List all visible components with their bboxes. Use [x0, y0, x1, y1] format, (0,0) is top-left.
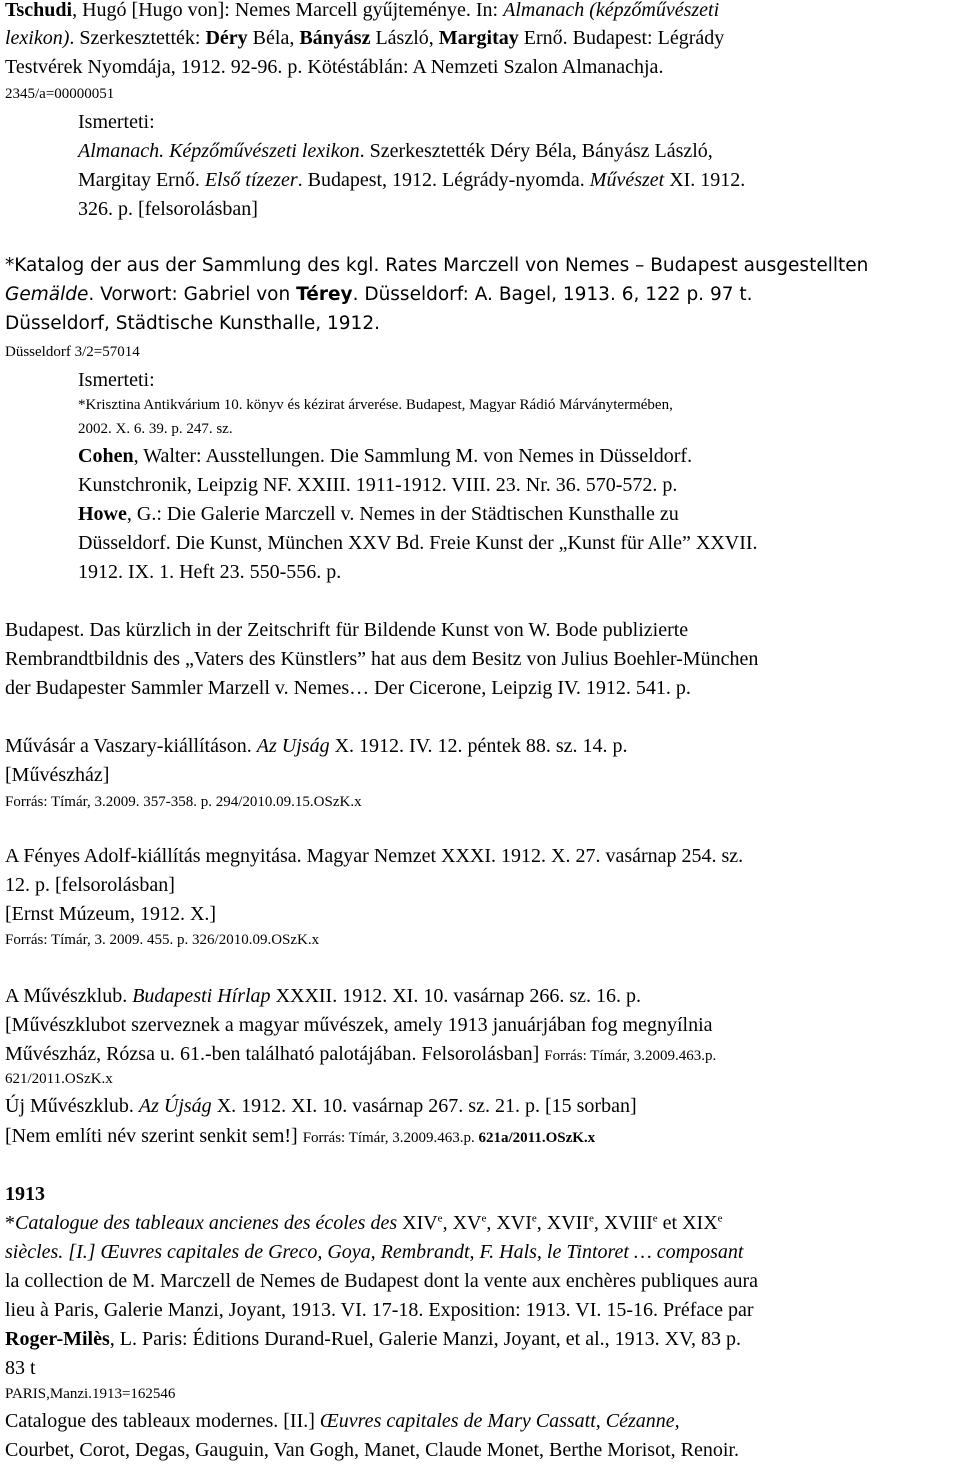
review-line-3: 326. p. [felsorolásban]: [78, 198, 258, 220]
source-note: Forrás: Tímár, 3. 2009. 455. p. 326/2010.09.OSzK.x: [5, 932, 320, 948]
review-label: Ismerteti:: [78, 369, 155, 391]
source-note: Forrás: Tímár, 3.2009.463.p.: [544, 1048, 717, 1064]
text-run: A Művészklub.: [5, 985, 133, 1007]
text-run: *: [5, 1212, 15, 1234]
publication-title: lexikon): [5, 27, 70, 49]
author-name: Térey: [296, 284, 353, 305]
author-name: Cohen: [78, 445, 134, 467]
text-run: [Nem említi név szerint senkit sem!]: [5, 1125, 303, 1147]
entry-katalog-line-3: Düsseldorf, Städtische Kunsthalle, 1912.: [5, 313, 380, 334]
text-run: . Vorwort: Gabriel von: [88, 284, 297, 305]
review-line-1: [78, 141, 713, 161]
entry-budapest-line-2: Rembrandtbildnis des „Vaters des Künstlers” hat aus dem Besitz von Julius Boehler-München: [5, 648, 759, 670]
editor-name: Margitay: [438, 27, 519, 49]
entry-fenyes-line-2: 12. p. [felsorolásban]: [5, 874, 175, 896]
entry-fenyes-line-1: A Fényes Adolf-kiállítás megnyitása. Magyar Nemzet XXXI. 1912. X. 27. vasárnap 254. sz.: [5, 845, 744, 867]
text-run: Művásár a Vaszary-kiállításon.: [5, 735, 257, 757]
entry-uj-muveszklub-line-2: [5, 1126, 595, 1146]
review-line-2: 2002. X. 6. 39. p. 247. sz.: [78, 421, 233, 437]
publication-title: Gemälde: [5, 284, 89, 305]
shelfmark: PARIS,Manzi.1913=162546: [5, 1386, 176, 1402]
review-howe-line-3: 1912. IX. 1. Heft 23. 550-556. p.: [78, 561, 342, 583]
superscript: e: [589, 1212, 594, 1225]
text-run: , XVIII: [593, 1212, 653, 1234]
author-name: Howe: [78, 503, 127, 525]
entry-catalogue-line-5: [5, 1329, 741, 1349]
editor-name: Bányász: [299, 27, 371, 49]
text-run: . Szerkesztették Déry Béla, Bányász László,: [359, 140, 713, 162]
entry-catalogue-line-6: 83 t: [5, 1357, 36, 1379]
publication-title: Almanach. Képzőművészeti lexikon: [78, 140, 360, 162]
text-run: , XV: [442, 1212, 482, 1234]
review-line-2: [78, 170, 745, 190]
publication-title: Első tízezer: [204, 169, 298, 191]
source-note: 621/2011.OSzK.x: [5, 1071, 113, 1087]
superscript: e: [481, 1212, 487, 1225]
text-run: . Düsseldorf: A. Bagel, 1913. 6, 122 p. 97 t.: [352, 284, 753, 305]
entry-uj-muveszklub-line-1: [5, 1096, 637, 1116]
source-note: Forrás: Tímár, 3.2009.463.p.: [302, 1130, 479, 1146]
entry-budapest-line-1: Budapest. Das kürzlich in der Zeitschrift für Bildende Kunst von W. Bode publizierte: [5, 619, 689, 641]
publication-title: Œuvres capitales de Mary Cassatt, Cézanne,: [319, 1410, 680, 1432]
text-run: XXXII. 1912. XI. 10. vasárnap 266. sz. 16. p.: [270, 985, 642, 1007]
entry-katalog-line-2: [5, 286, 753, 305]
entry-catalogue-modern-line-2: Courbet, Corot, Degas, Gauguin, Van Gogh, Manet, Claude Monet, Berthe Morisot, Renoir.: [5, 1439, 739, 1461]
text-run: Margitay Ernő.: [78, 169, 205, 191]
review-line-1: *Krisztina Antikvárium 10. könyv és kézirat árverése. Budapest, Magyar Rádió Márványtermében,: [78, 397, 673, 413]
publication-title: Budapesti Hírlap: [132, 985, 271, 1007]
text-run: Ernő. Budapest: Légrády: [518, 27, 725, 49]
entry-muveszklub-line-2: [Művészklubot szerveznek a magyar művészek, amely 1913 januárjában fog megnyílnia: [5, 1014, 713, 1036]
publication-title: Az Újság: [138, 1095, 212, 1117]
text-run: Új Művészklub.: [5, 1095, 139, 1117]
review-cohen-line-2: Kunstchronik, Leipzig NF. XXIII. 1911-1912. VIII. 23. Nr. 36. 570-572. p.: [78, 474, 678, 496]
text-run: , XVII: [536, 1212, 589, 1234]
entry-budapest-line-3: der Budapester Sammler Marzell v. Nemes… Der Cicerone, Leipzig IV. 1912. 541. p.: [5, 677, 691, 699]
review-howe-line-2: Düsseldorf. Die Kunst, München XXV Bd. Freie Kunst der „Kunst für Alle” XXVII.: [78, 532, 758, 554]
publication-title: Művészet: [589, 169, 665, 191]
text-run: et XIX: [657, 1212, 718, 1234]
text-run: XIV: [397, 1212, 438, 1234]
text-run: Catalogue des tableaux modernes. [II.]: [5, 1410, 320, 1432]
shelfmark: Düsseldorf 3/2=57014: [5, 344, 140, 360]
text-run: , L. Paris: Éditions Durand-Ruel, Galerie Manzi, Joyant, et al., 1913. XV, 83 p.: [109, 1328, 741, 1350]
text-run: X. 1912. IV. 12. péntek 88. sz. 14. p.: [329, 735, 628, 757]
text-run: XI. 1912.: [664, 169, 746, 191]
entry-catalogue-line-4: lieu à Paris, Galerie Manzi, Joyant, 1913. VI. 17-18. Exposition: 1913. VI. 15-16. Préface par: [5, 1299, 754, 1321]
review-howe-line-1: [78, 504, 679, 524]
entry-catalogue-line-2: siècles. [I.] Œuvres capitales de Greco, Goya, Rembrandt, F. Hals, le Tintoret … composant: [5, 1241, 744, 1263]
shelfmark: 621a/2011.OSzK.x: [478, 1130, 596, 1146]
publication-title: Almanach (képzőművészeti: [503, 0, 720, 21]
review-cohen-line-1: [78, 446, 692, 466]
text-run: , Hugó [Hugo von]: Nemes Marcell gyűjteménye. In:: [72, 0, 504, 21]
year-heading: 1913: [5, 1183, 45, 1205]
shelfmark: 2345/a=00000051: [5, 86, 115, 102]
text-run: Béla,: [247, 27, 300, 49]
entry-muvasar-line-2: [Művészház]: [5, 764, 110, 786]
publication-title: Catalogue des tableaux ancienes des écoles des: [15, 1212, 398, 1234]
entry-muveszklub-line-1: [5, 986, 641, 1006]
entry-catalogue-modern-line-1: [5, 1411, 680, 1431]
entry-muveszklub-line-3: [5, 1044, 716, 1064]
text-run: , Walter: Ausstellungen. Die Sammlung M. von Nemes in Düsseldorf.: [133, 445, 693, 467]
superscript: e: [652, 1212, 658, 1225]
review-label: Ismerteti:: [78, 111, 155, 133]
entry-catalogue-line-3: la collection de M. Marczell de Nemes de Budapest dont la vente aux enchères publiques aura: [5, 1270, 759, 1292]
superscript: e: [531, 1212, 537, 1225]
text-run: . Szerkesztették:: [69, 27, 206, 49]
publication-title: Az Ujság: [256, 735, 330, 757]
author-name: Tschudi: [5, 0, 73, 21]
entry-tschudi-line-3: Testvérek Nyomdája, 1912. 92-96. p. Kötéstáblán: A Nemzeti Szalon Almanachja.: [5, 56, 664, 78]
source-note: Forrás: Tímár, 3.2009. 357-358. p. 294/2010.09.15.OSzK.x: [5, 794, 362, 810]
superscript: e: [437, 1212, 443, 1225]
author-name: Roger-Milès: [5, 1328, 110, 1350]
editor-name: Déry: [205, 27, 248, 49]
entry-catalogue-line-1: [5, 1213, 723, 1233]
text-run: . Budapest, 1912. Légrády-nyomda.: [297, 169, 590, 191]
text-run: László,: [370, 27, 439, 49]
entry-fenyes-line-3: [Ernst Múzeum, 1912. X.]: [5, 903, 217, 925]
text-run: Művészház, Rózsa u. 61.-ben található palotájában. Felsorolásban]: [5, 1043, 545, 1065]
text-run: X. 1912. XI. 10. vasárnap 267. sz. 21. p. [15 sorban]: [211, 1095, 637, 1117]
text-run: , XVI: [486, 1212, 532, 1234]
superscript: e: [717, 1212, 723, 1225]
entry-muvasar-line-1: [5, 736, 628, 756]
text-run: , G.: Die Galerie Marczell v. Nemes in der Städtischen Kunsthalle zu: [126, 503, 679, 525]
entry-tschudi-line-2: [5, 28, 724, 48]
entry-tschudi-line-1: [5, 0, 719, 20]
entry-katalog-line-1: *Katalog der aus der Sammlung des kgl. Rates Marczell von Nemes – Budapest ausgestellten: [5, 255, 869, 276]
